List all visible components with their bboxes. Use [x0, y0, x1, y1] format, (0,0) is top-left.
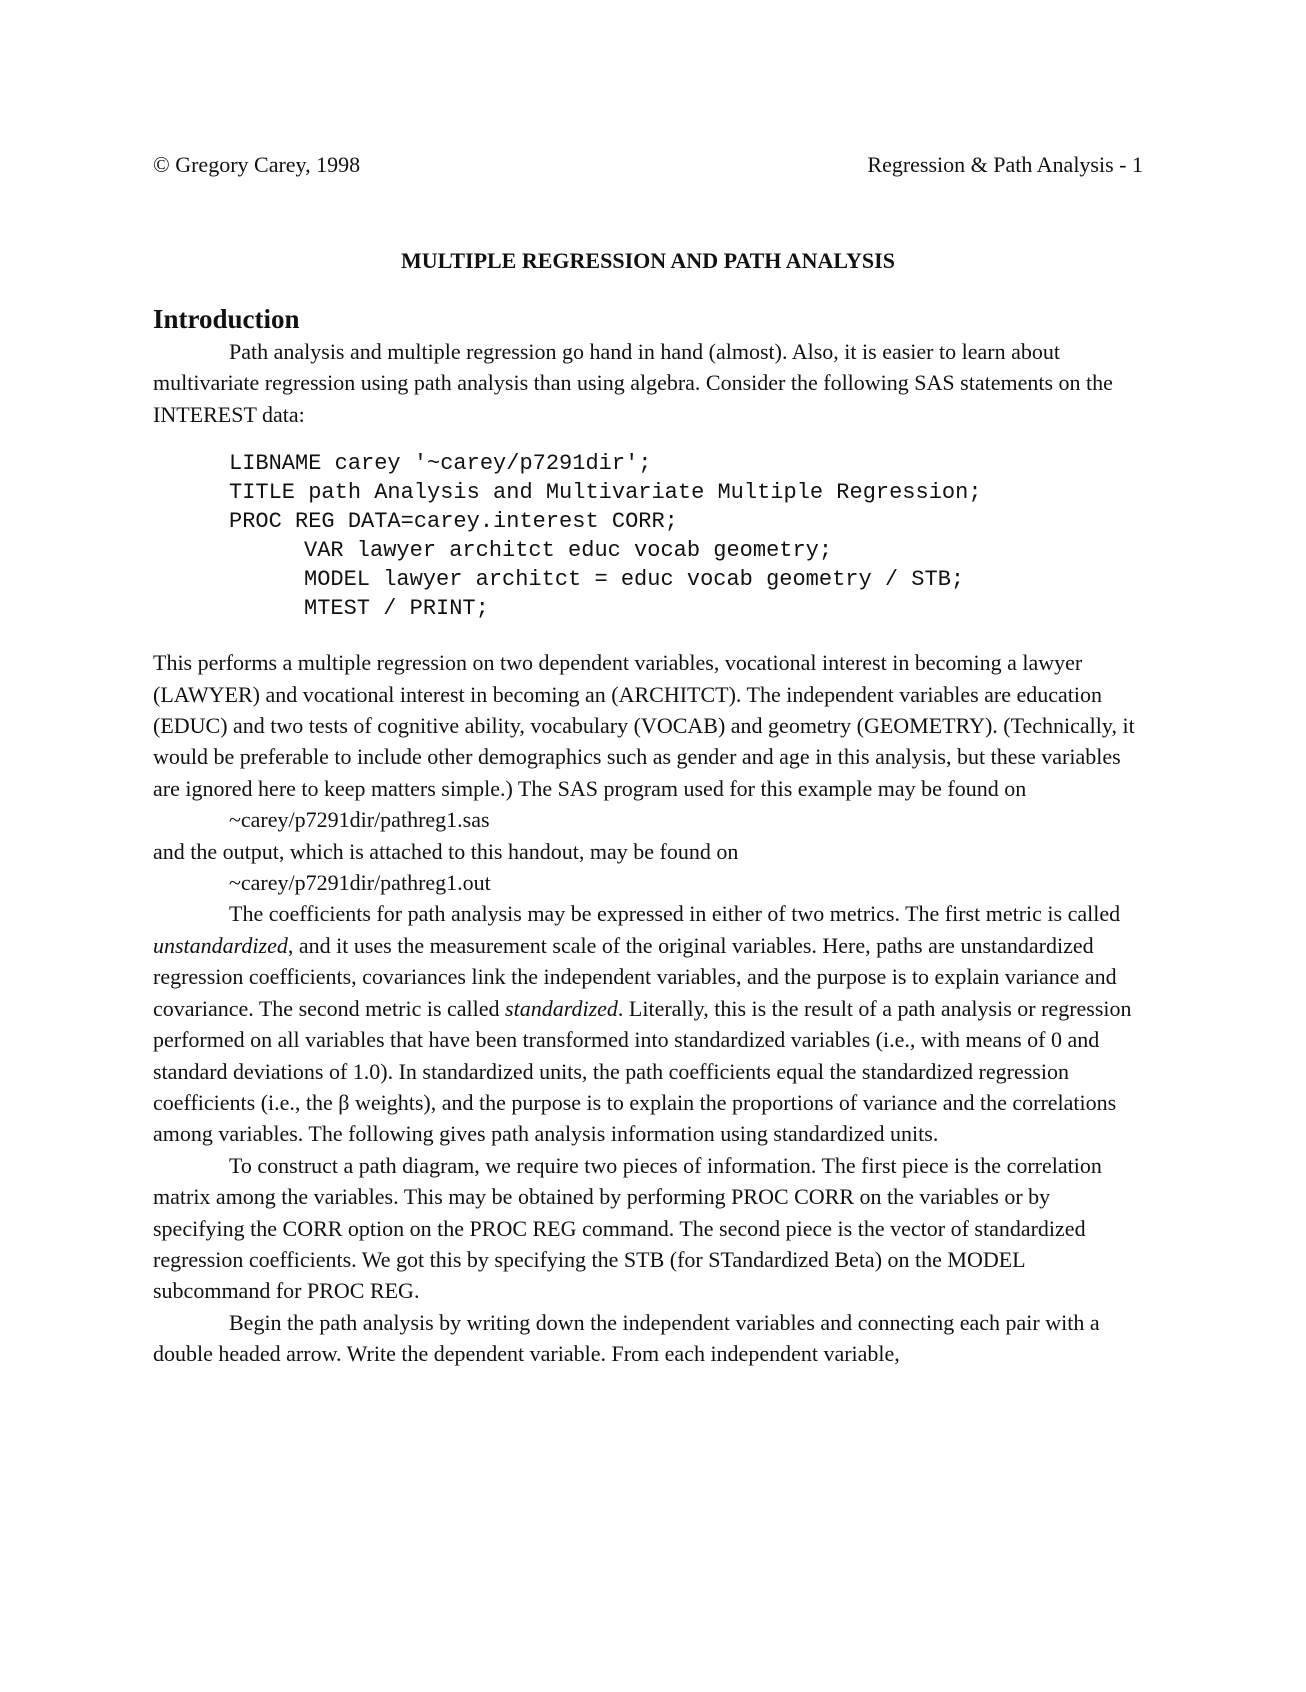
metrics-text-b: , and it uses the measurement scale of the original variables. Here, paths are unstandardized regression coefficients, covariances link the independent variables, and the purpose is to explain variance and covariance. The second metric is called [153, 932, 1117, 1021]
document-page [153, 150, 1143, 1370]
paragraph-begin-analysis: Begin the path analysis by writing down the independent variables and connecting each pair with a double headed arrow. Write the dependent variable. From each independent variable, [153, 1309, 1100, 1367]
code-line: LIBNAME carey '~carey/p7291dir'; [229, 451, 652, 477]
header-page-title: Regression & Path Analysis - 1 [867, 152, 1143, 177]
code-line: MODEL lawyer architct = educ vocab geometry / STB; [304, 567, 965, 593]
paragraph-output-note: and the output, which is attached to this handout, may be found on [153, 838, 739, 864]
paragraph-metrics [153, 898, 1143, 1149]
term-unstandardized: unstandardized [153, 932, 288, 958]
metrics-text-a: The coefficients for path analysis may be expressed in either of two metrics. The first metric is called [229, 901, 1121, 927]
code-line: MTEST / PRINT; [304, 596, 489, 622]
paragraph-intro: Path analysis and multiple regression go hand in hand (almost). Also, it is easier to learn about multivariate regression using path analysis than using algebra. Consider the following SAS statements on the INTEREST data: [153, 339, 1113, 427]
code-line: VAR lawyer architct educ vocab geometry; [304, 538, 833, 564]
paragraph-description: This performs a multiple regression on two dependent variables, vocational interest in becoming a lawyer (LAWYER) and vocational interest in becoming an (ARCHITCT). The independent variables are education (EDUC) and two tests of cognitive ability, vocabulary (VOCAB) and geometry (GEOMETRY). (Technically, it would be preferable to include other demographics such as gender and age in this analysis, but these variables are ignored here to keep matters simple.) The SAS program used for this example may be found on [153, 650, 1135, 801]
code-line: PROC REG DATA=carey.interest CORR; [229, 509, 678, 535]
file-path-program: ~carey/p7291dir/pathreg1.sas [229, 807, 490, 833]
section-heading: Introduction [153, 304, 300, 334]
running-header [153, 150, 1143, 180]
document-title: MULTIPLE REGRESSION AND PATH ANALYSIS [401, 248, 895, 273]
file-path-output: ~carey/p7291dir/pathreg1.out [229, 870, 491, 896]
term-standardized: standardized [505, 995, 618, 1021]
paragraph-path-diagram: To construct a path diagram, we require two pieces of information. The first piece is the correlation matrix among the variables. This may be obtained by performing PROC CORR on the variables or by specifying the CORR option on the PROC REG command. The second piece is the vector of standardized regression coefficients. We got this by specifying the STB (for STandardized Beta) on the MODEL subcommand for PROC REG. [153, 1152, 1102, 1304]
code-line: TITLE path Analysis and Multivariate Multiple Regression; [229, 480, 982, 506]
sas-code-block [229, 449, 1143, 623]
header-copyright: © Gregory Carey, 1998 [153, 152, 361, 177]
metrics-text-c: . Literally, this is the result of a path analysis or regression performed on all variables that have been transformed into standardized variables (i.e., with means of 0 and standard deviations of 1.0). In standardized units, the path coefficients equal the standardized regression coefficients (i.e., the β weights), and the purpose is to explain the proportions of variance and the correlations among variables. The following gives path analysis information using standardized units. [153, 995, 1132, 1147]
